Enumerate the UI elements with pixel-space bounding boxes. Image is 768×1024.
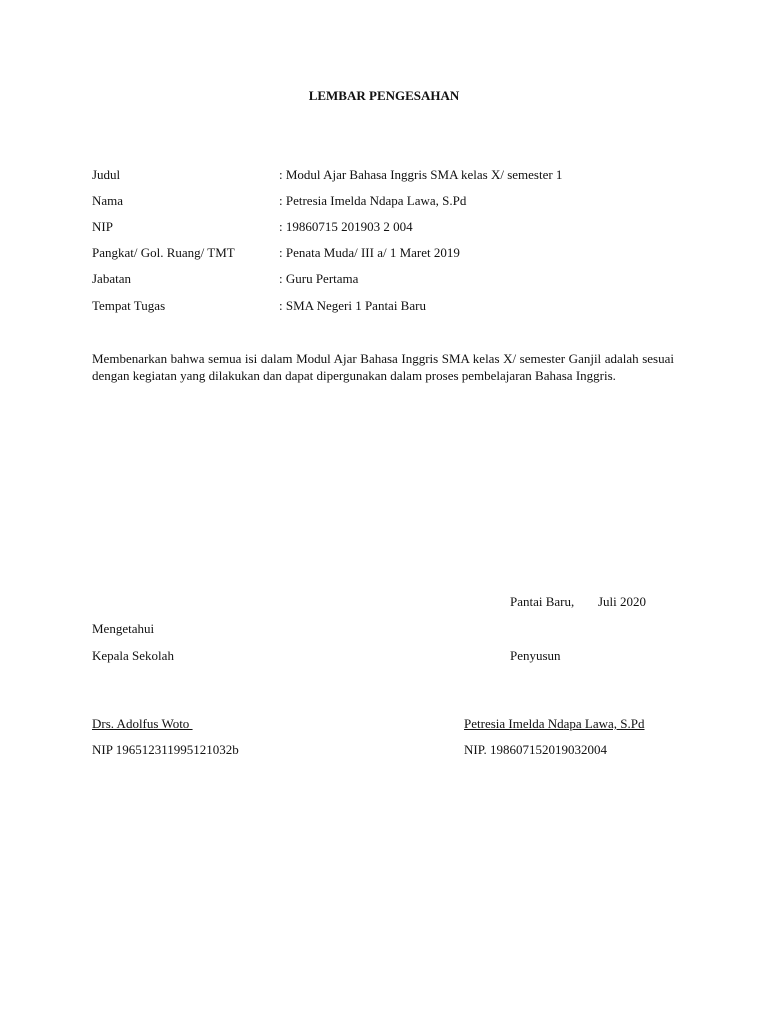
principal-name: Drs. Adolfus Woto xyxy=(92,716,193,731)
author-nip: NIP. 198607152019032004 xyxy=(464,742,608,757)
field-value-jabatan: : Guru Pertama xyxy=(279,271,359,286)
field-value-nama: : Petresia Imelda Ndapa Lawa, S.Pd xyxy=(279,193,467,208)
field-value-nip: : 19860715 201903 2 004 xyxy=(279,219,413,234)
field-label-judul: Judul xyxy=(92,167,121,182)
field-label-nip: NIP xyxy=(92,219,113,234)
field-label-nama: Nama xyxy=(92,193,124,208)
field-value-pangkat: : Penata Muda/ III a/ 1 Maret 2019 xyxy=(279,245,460,260)
field-label-jabatan: Jabatan xyxy=(92,271,131,286)
author-role: Penyusun xyxy=(510,648,561,663)
principal-role: Kepala Sekolah xyxy=(92,648,174,663)
principal-nip: NIP 196512311995121032b xyxy=(92,742,239,757)
field-label-tempat-tugas: Tempat Tugas xyxy=(92,298,166,313)
date-text: Juli 2020 xyxy=(598,594,647,609)
acknowledge-label: Mengetahui xyxy=(92,621,155,636)
field-value-judul: : Modul Ajar Bahasa Inggris SMA kelas X/ semester 1 xyxy=(279,167,563,182)
author-name: Petresia Imelda Ndapa Lawa, S.Pd xyxy=(464,716,645,731)
page-title: LEMBAR PENGESAHAN xyxy=(308,88,460,103)
statement-paragraph: Membenarkan bahwa semua isi dalam Modul Ajar Bahasa Inggris SMA kelas X/ semester Ganjil adalah sesuai dengan kegiatan yang dilakukan dan dapat dipergunakan dalam proses pembelajaran Bahasa Inggris. xyxy=(92,351,674,383)
place-text: Pantai Baru, xyxy=(510,594,575,609)
field-label-pangkat: Pangkat/ Gol. Ruang/ TMT xyxy=(92,245,235,260)
field-value-tempat-tugas: : SMA Negeri 1 Pantai Baru xyxy=(279,298,426,313)
